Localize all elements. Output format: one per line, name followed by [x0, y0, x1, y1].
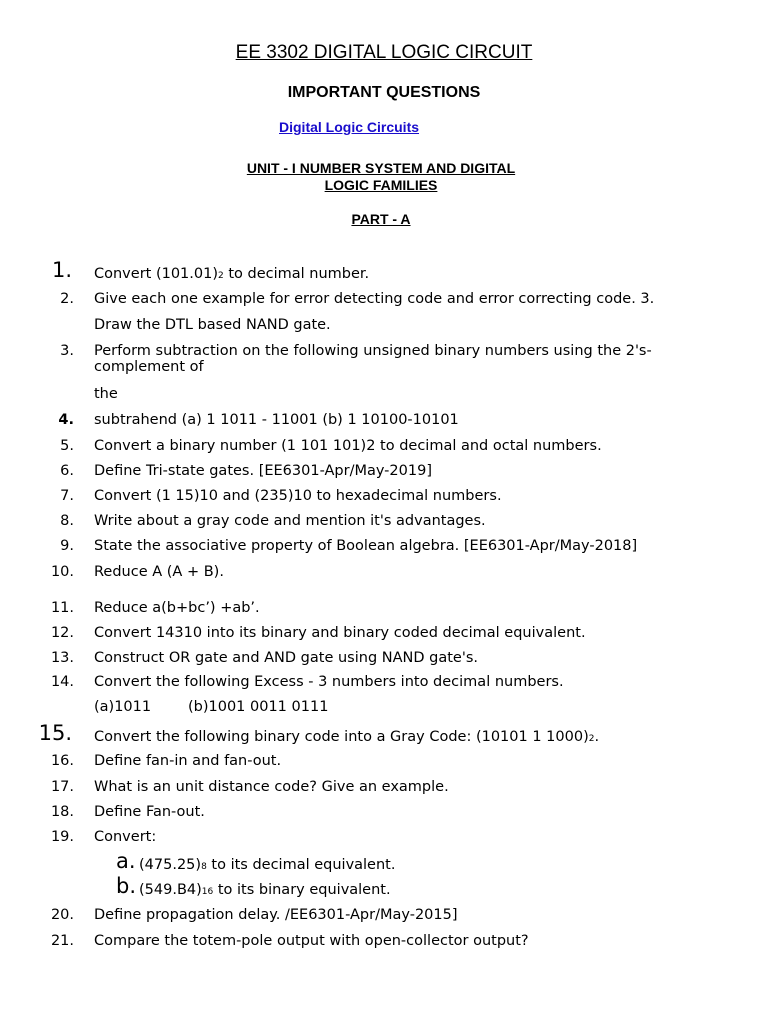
subitem-label: a. [116, 849, 136, 873]
question-text: Perform subtraction on the following unsigned binary numbers using the 2's-complement of [94, 343, 652, 375]
question-item [0, 826, 768, 848]
question-item [0, 750, 768, 772]
question-number: 17. [50, 779, 74, 795]
question-text: Convert (101.01)2 to decimal number. [94, 266, 370, 282]
question-item [0, 340, 768, 380]
question-number: 12. [50, 625, 74, 641]
question-number: 19. [50, 829, 74, 845]
question-number: 11. [50, 600, 74, 616]
question-number: 14. [50, 674, 74, 690]
subitem-label: b. [116, 874, 137, 898]
question-text: Reduce A (A + B). [94, 564, 224, 580]
question-text: What is an unit distance code? Give an example. [94, 779, 449, 795]
document-subtitle: IMPORTANT QUESTIONS [287, 84, 481, 101]
question-continuation [0, 314, 768, 336]
question-item [0, 460, 768, 482]
question-continuation [0, 696, 768, 718]
question-number: 4. [58, 412, 74, 428]
question-item [0, 409, 768, 431]
question-text: the [94, 386, 118, 402]
subitem-text: (549.B4)16 to its binary equivalent. [139, 882, 391, 898]
question-item [0, 671, 768, 693]
document-title: EE 3302 DIGITAL LOGIC CIRCUIT [235, 42, 533, 63]
digital-logic-circuits-link[interactable]: Digital Logic Circuits [279, 119, 420, 135]
question-text: Construct OR gate and AND gate using NAND gate's. [94, 650, 478, 666]
question-item [0, 485, 768, 507]
question-number: 6. [60, 463, 74, 479]
question-text: Reduce a(b+bc’) +ab’. [94, 600, 260, 616]
question-item [0, 561, 768, 583]
part-heading: PART - A [351, 211, 411, 227]
question-text: Draw the DTL based NAND gate. [94, 317, 331, 333]
question-item [0, 597, 768, 619]
question-text: Define Fan-out. [94, 804, 205, 820]
question-item [0, 930, 768, 952]
question-item [0, 904, 768, 926]
unit-heading-line1: UNIT - I NUMBER SYSTEM AND DIGITAL [246, 160, 516, 176]
question-text: (a)1011 (b)1001 0011 0111 [94, 699, 329, 715]
question-number: 2. [60, 291, 74, 307]
question-item [0, 721, 768, 748]
question-number: 7. [60, 488, 74, 504]
question-item [0, 258, 768, 285]
question-text: Define Tri-state gates. [EE6301-Apr/May-2019] [94, 463, 432, 479]
question-item [0, 647, 768, 669]
question-text: Write about a gray code and mention it's advantages. [94, 513, 486, 529]
question-text: Convert the following Excess - 3 numbers into decimal numbers. [94, 674, 564, 690]
question-continuation [0, 383, 768, 405]
question-text: Compare the totem-pole output with open-collector output? [94, 933, 529, 949]
question-number: 3. [60, 343, 74, 359]
question-text: subtrahend (a) 1 1011 - 11001 (b) 1 10100-10101 [94, 412, 459, 428]
question-number: 21. [50, 933, 74, 949]
question-number: 18. [50, 804, 74, 820]
question-item [0, 510, 768, 532]
question-text: Define fan-in and fan-out. [94, 753, 282, 769]
question-item [0, 776, 768, 798]
question-item [0, 435, 768, 457]
unit-heading [0, 160, 765, 194]
question-number: 8. [60, 513, 74, 529]
question-text: Define propagation delay. /EE6301-Apr/May-2015] [94, 907, 458, 923]
unit-heading-line2: LOGIC FAMILIES [324, 177, 438, 193]
question-number: 1. [51, 258, 72, 282]
question-text: Convert 14310 into its binary and binary coded decimal equivalent. [94, 625, 586, 641]
question-text: State the associative property of Boolean algebra. [EE6301-Apr/May-2018] [94, 538, 638, 554]
question-subitem [0, 874, 768, 901]
question-text: Convert a binary number (1 101 101)2 to decimal and octal numbers. [94, 438, 602, 454]
question-number: 10. [50, 564, 74, 580]
question-text: Give each one example for error detecting code and error correcting code. 3. [94, 291, 655, 307]
question-item [0, 622, 768, 644]
question-number: 5. [60, 438, 74, 454]
question-item [0, 535, 768, 557]
question-number: 16. [50, 753, 74, 769]
subitem-text: (475.25)8 to its decimal equivalent. [139, 857, 396, 873]
question-number: 9. [60, 538, 74, 554]
question-text: Convert (1 15)10 and (235)10 to hexadecimal numbers. [94, 488, 502, 504]
question-number: 15. [38, 721, 72, 745]
question-item [0, 801, 768, 823]
question-text: Convert the following binary code into a Gray Code: (10101 1 1000)2. [94, 729, 600, 745]
question-item [0, 288, 768, 310]
question-subitem [0, 849, 768, 876]
question-text: Convert: [94, 829, 157, 845]
question-number: 13. [50, 650, 74, 666]
question-number: 20. [50, 907, 74, 923]
